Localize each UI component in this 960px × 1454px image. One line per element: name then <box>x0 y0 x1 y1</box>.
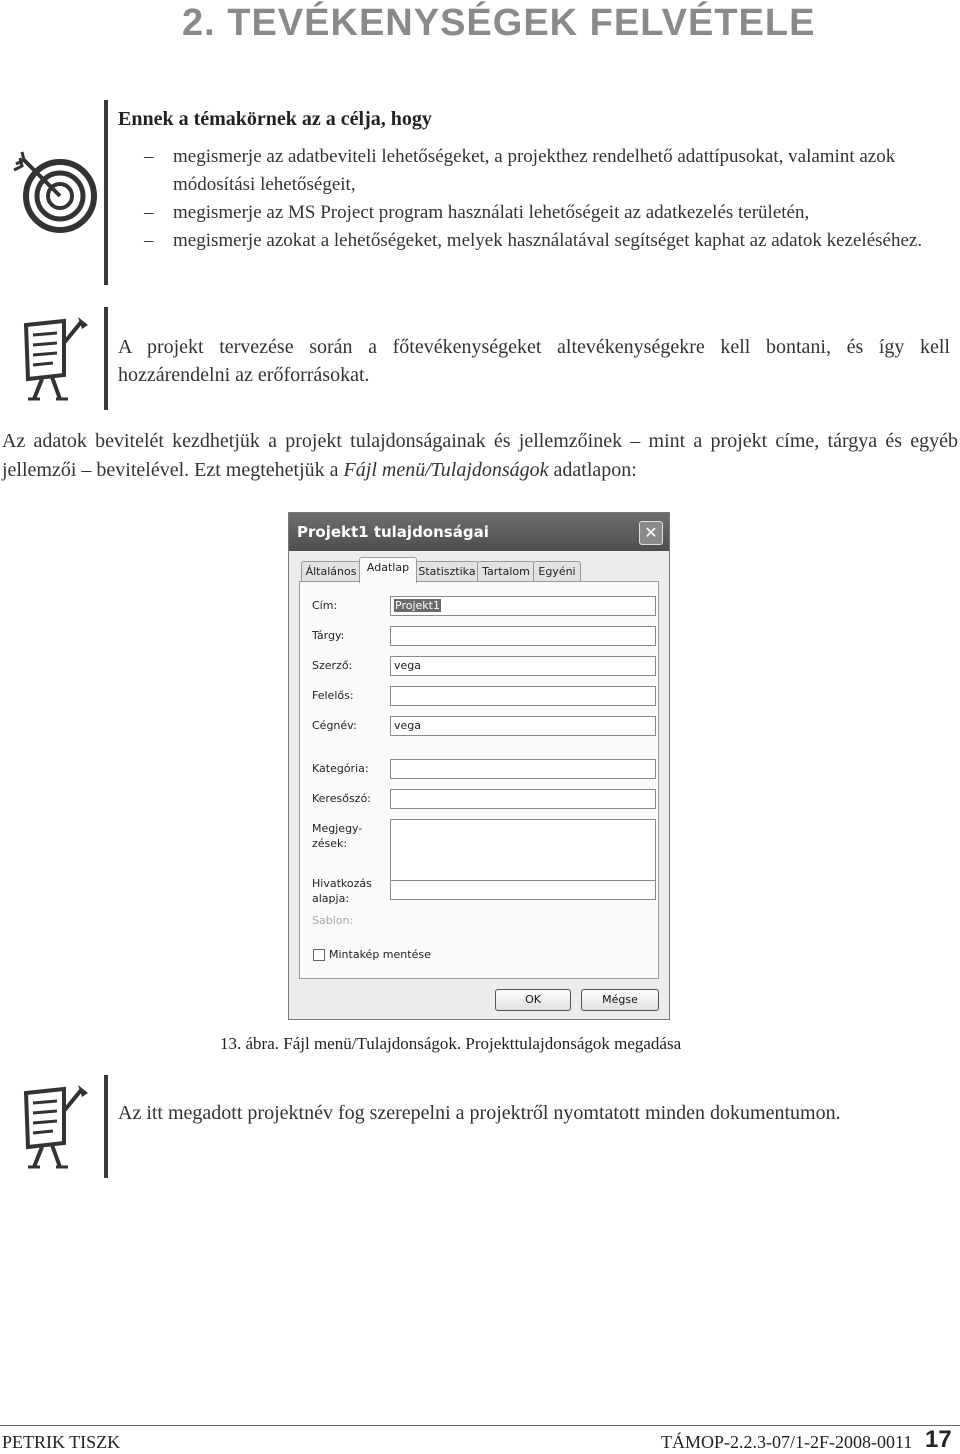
field-label-kategoria: Kategória: <box>312 762 369 775</box>
goal-list <box>118 143 950 255</box>
dash-bullet: – <box>144 146 154 167</box>
close-button[interactable]: ✕ <box>639 521 663 545</box>
save-preview-label: Mintakép mentése <box>329 948 431 961</box>
field-label-targy: Tárgy: <box>312 629 345 642</box>
field-label-szerzo: Szerző: <box>312 659 353 672</box>
author-field[interactable]: vega <box>390 656 656 676</box>
tab-adatlap[interactable]: Adatlap <box>359 557 417 583</box>
dialog-title: Projekt1 tulajdonságai <box>297 523 489 541</box>
chapter-title: 2. TEVÉKENYSÉGEK FELVÉTELE <box>182 2 816 44</box>
subject-field[interactable] <box>390 626 656 646</box>
field-label-sablon: Sablon: <box>312 914 354 927</box>
comments-field[interactable] <box>390 819 656 881</box>
note-writing-icon <box>20 1083 92 1169</box>
tab-egyeni[interactable]: Egyéni <box>533 561 581 582</box>
note-sidebar-rule <box>104 1075 108 1178</box>
field-label-keresoszo: Keresőszó: <box>312 792 371 805</box>
list-item: – megismerje az MS Project program használati lehetőségeit az adatkezelés területén, <box>118 199 950 227</box>
keywords-field[interactable] <box>390 789 656 809</box>
field-label-megjegyzesek-2: zések: <box>312 837 348 850</box>
field-label-hivatkozas-2: alapja: <box>312 892 350 905</box>
dash-bullet: – <box>144 230 154 251</box>
field-label-megjegyzesek-1: Megjegy- <box>312 822 363 835</box>
cancel-button[interactable]: Mégse <box>581 989 659 1011</box>
hyperlink-base-field[interactable] <box>390 880 656 900</box>
footer-publisher: PETRIK TISZK <box>2 1432 121 1452</box>
tab-statisztika[interactable]: Statisztika <box>415 561 479 582</box>
project-properties-dialog <box>288 512 670 1020</box>
field-label-cim: Cím: <box>312 599 338 612</box>
goal-sidebar-rule <box>104 100 108 285</box>
footer-rule <box>0 1425 960 1426</box>
target-icon <box>10 150 98 238</box>
tab-tartalom[interactable]: Tartalom <box>477 561 535 582</box>
company-field[interactable]: vega <box>390 716 656 736</box>
body-paragraph: Az adatok bevitelét kezdhetjük a projekt tulajdonságainak és jellemzőinek – mint a projekt címe, tárgya és egyéb jellemzői – bevitelével. Ezt megtehetjük a Fájl menü/Tulajdonságok adatlapon: <box>2 430 958 481</box>
goal-heading: Ennek a témakörnek az a célja, hogy <box>118 108 432 130</box>
footer-project-code: TÁMOP-2.2.3-07/1-2F-2008-0011 <box>661 1432 913 1452</box>
figure-caption: 13. ábra. Fájl menü/Tulajdonságok. Projekttulajdonságok megadása <box>220 1034 682 1053</box>
field-label-hivatkozas-1: Hivatkozás <box>312 877 372 890</box>
dialog-titlebar <box>289 513 669 551</box>
manager-field[interactable] <box>390 686 656 706</box>
title-field[interactable]: Projekt1 <box>390 596 656 616</box>
note-text: Az itt megadott projektnév fog szerepelni a projektről nyomtatott minden dokumentumon. <box>118 1102 841 1124</box>
dash-bullet: – <box>144 202 154 223</box>
tab-panel-adatlap <box>299 581 659 979</box>
note-writing-icon <box>20 315 92 401</box>
list-item: – megismerje azokat a lehetőségeket, melyek használatával segítséget kaphat az adatok kezeléséhez. <box>118 227 950 255</box>
note-sidebar-rule <box>104 307 108 410</box>
list-item: – megismerje az adatbeviteli lehetőségeket, a projekthez rendelhető adattípusokat, valamint azok módosítási lehetőségeit, <box>118 143 950 199</box>
field-label-felelos: Felelős: <box>312 689 354 702</box>
tab-altalanos[interactable]: Általános <box>301 561 361 582</box>
menu-path-emphasis: Fájl menü/Tulajdonságok <box>343 459 549 481</box>
ok-button[interactable]: OK <box>495 989 571 1011</box>
save-preview-checkbox[interactable] <box>313 949 325 961</box>
category-field[interactable] <box>390 759 656 779</box>
field-label-cegnev: Cégnév: <box>312 719 357 732</box>
page-number: 17 <box>925 1426 952 1453</box>
note-text: A projekt tervezése során a főtevékenységeket altevékenységekre kell bontani, és így kell hozzárendelni az erőforrásokat. <box>118 336 950 386</box>
